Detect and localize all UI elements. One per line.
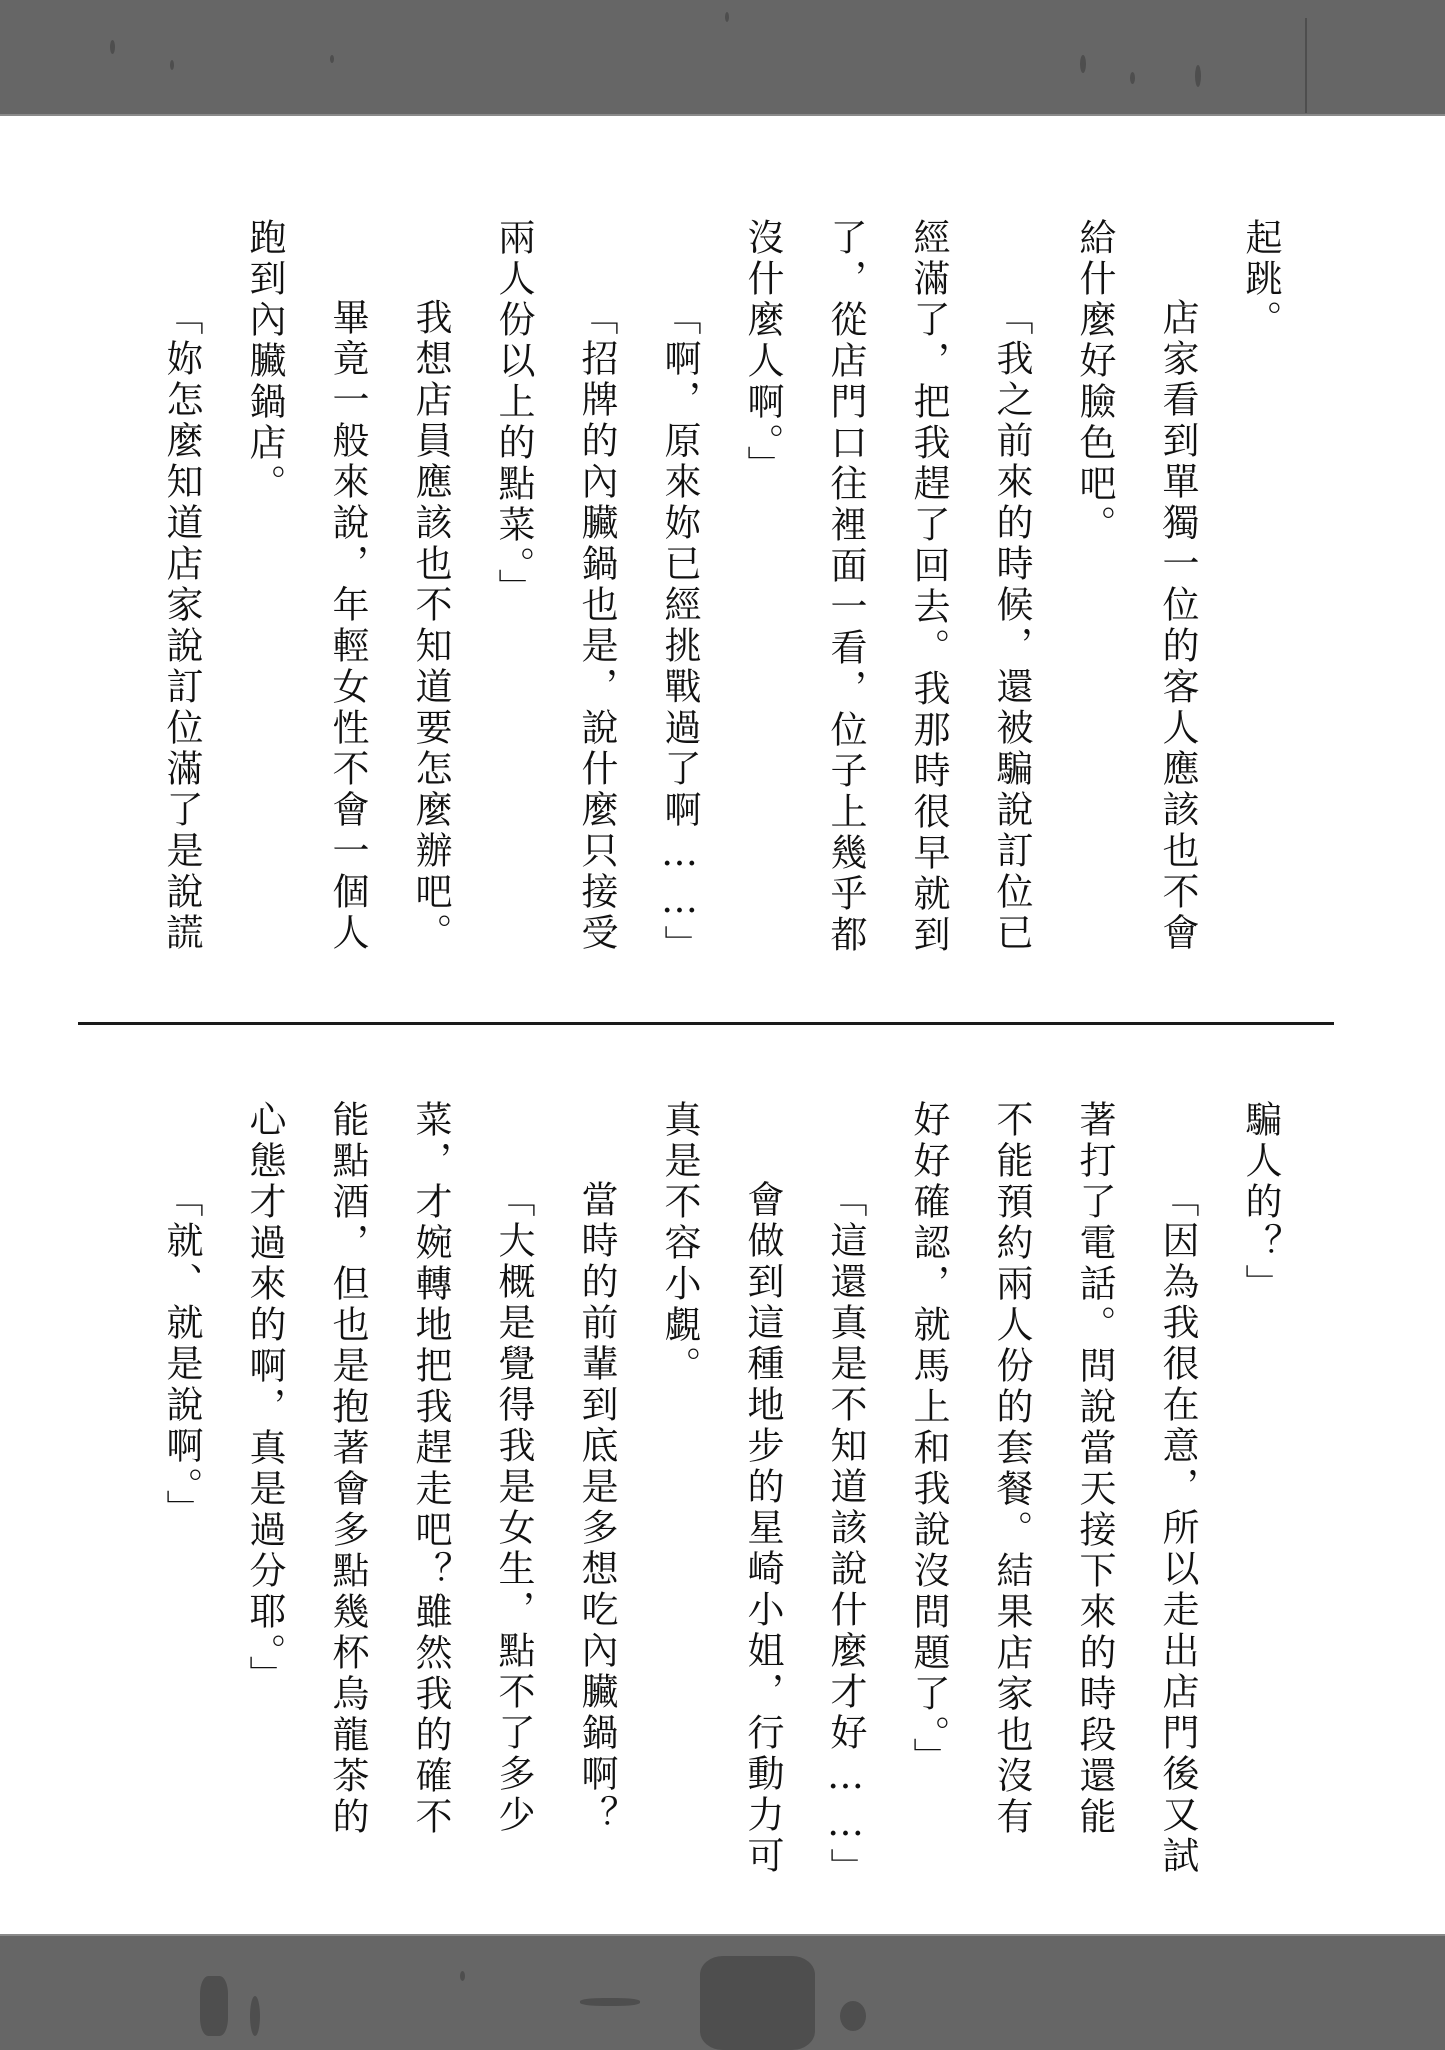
text-column: 不能預約兩人份的套餐。結果店家也沒有 xyxy=(990,1100,1033,1838)
text-column: 我想店員應該也不知道要怎麼辦吧。 xyxy=(409,298,452,954)
text-column: 給什麼好臉色吧。 xyxy=(1073,218,1116,546)
text-column: 「我之前來的時候，還被騙說訂位已 xyxy=(990,298,1033,954)
top-scan-border xyxy=(0,0,1445,116)
text-column: 兩人份以上的點菜。」 xyxy=(492,218,535,610)
text-column: 能點酒，但也是抱著會多點幾杯烏龍茶的 xyxy=(326,1100,369,1838)
text-column: 起跳。 xyxy=(1239,218,1282,341)
text-column: 「這還真是不知道該說什麼才好……」 xyxy=(824,1180,867,1889)
speck-decoration xyxy=(1130,72,1135,84)
text-column: 心態才過來的啊，真是過分耶。」 xyxy=(243,1100,286,1697)
text-column: 「就、就是說啊。」 xyxy=(160,1180,203,1531)
lower-text-block xyxy=(0,116,1445,1934)
text-column: 好好確認，就馬上和我說沒問題了。」 xyxy=(907,1100,950,1779)
text-column: 店家看到單獨一位的客人應該也不會 xyxy=(1156,298,1199,954)
speck-decoration xyxy=(250,1996,260,2036)
speck-decoration xyxy=(170,60,174,70)
bottom-scan-border xyxy=(0,1934,1445,2050)
speck-decoration xyxy=(840,2001,866,2031)
text-column: 當時的前輩到底是多想吃內臟鍋啊？ xyxy=(575,1180,618,1836)
text-column: 著打了電話。問說當天接下來的時段還能 xyxy=(1073,1100,1116,1838)
speck-decoration xyxy=(200,1976,228,2036)
text-column: 「因為我很在意，所以走出店門後又試 xyxy=(1156,1180,1199,1877)
speck-decoration xyxy=(1195,65,1201,87)
text-column: 沒什麼人啊。」 xyxy=(741,218,784,487)
speck-decoration xyxy=(700,1956,815,2050)
text-column: 菜，才婉轉地把我趕走吧？雖然我的確不 xyxy=(409,1100,452,1838)
text-column: 「大概是覺得我是女生，點不了多少 xyxy=(492,1180,535,1836)
text-column: 「妳怎麼知道店家說訂位滿了是說謊 xyxy=(160,298,203,954)
speck-decoration xyxy=(330,55,334,63)
speck-decoration xyxy=(1080,55,1086,73)
text-column: 畢竟一般來說，年輕女性不會一個人 xyxy=(326,298,369,954)
speck-decoration xyxy=(110,40,115,54)
text-column: 會做到這種地步的星崎小姐，行動力可 xyxy=(741,1180,784,1877)
speck-decoration xyxy=(1305,18,1307,113)
text-column: 經滿了，把我趕了回去。我那時很早就到 xyxy=(907,218,950,956)
speck-decoration xyxy=(460,1971,465,1981)
text-column: 跑到內臟鍋店。 xyxy=(243,218,286,505)
text-column: 真是不容小覷。 xyxy=(658,1100,701,1387)
speck-decoration xyxy=(580,1998,640,2006)
speck-decoration xyxy=(725,12,729,22)
text-column: 「啊，原來妳已經挑戰過了啊……」 xyxy=(658,298,701,966)
book-page xyxy=(0,116,1445,1934)
text-column: 騙人的？」 xyxy=(1239,1100,1282,1305)
text-column: 「招牌的內臟鍋也是，說什麼只接受 xyxy=(575,298,618,954)
text-column: 了，從店門口往裡面一看，位子上幾乎都 xyxy=(824,218,867,956)
